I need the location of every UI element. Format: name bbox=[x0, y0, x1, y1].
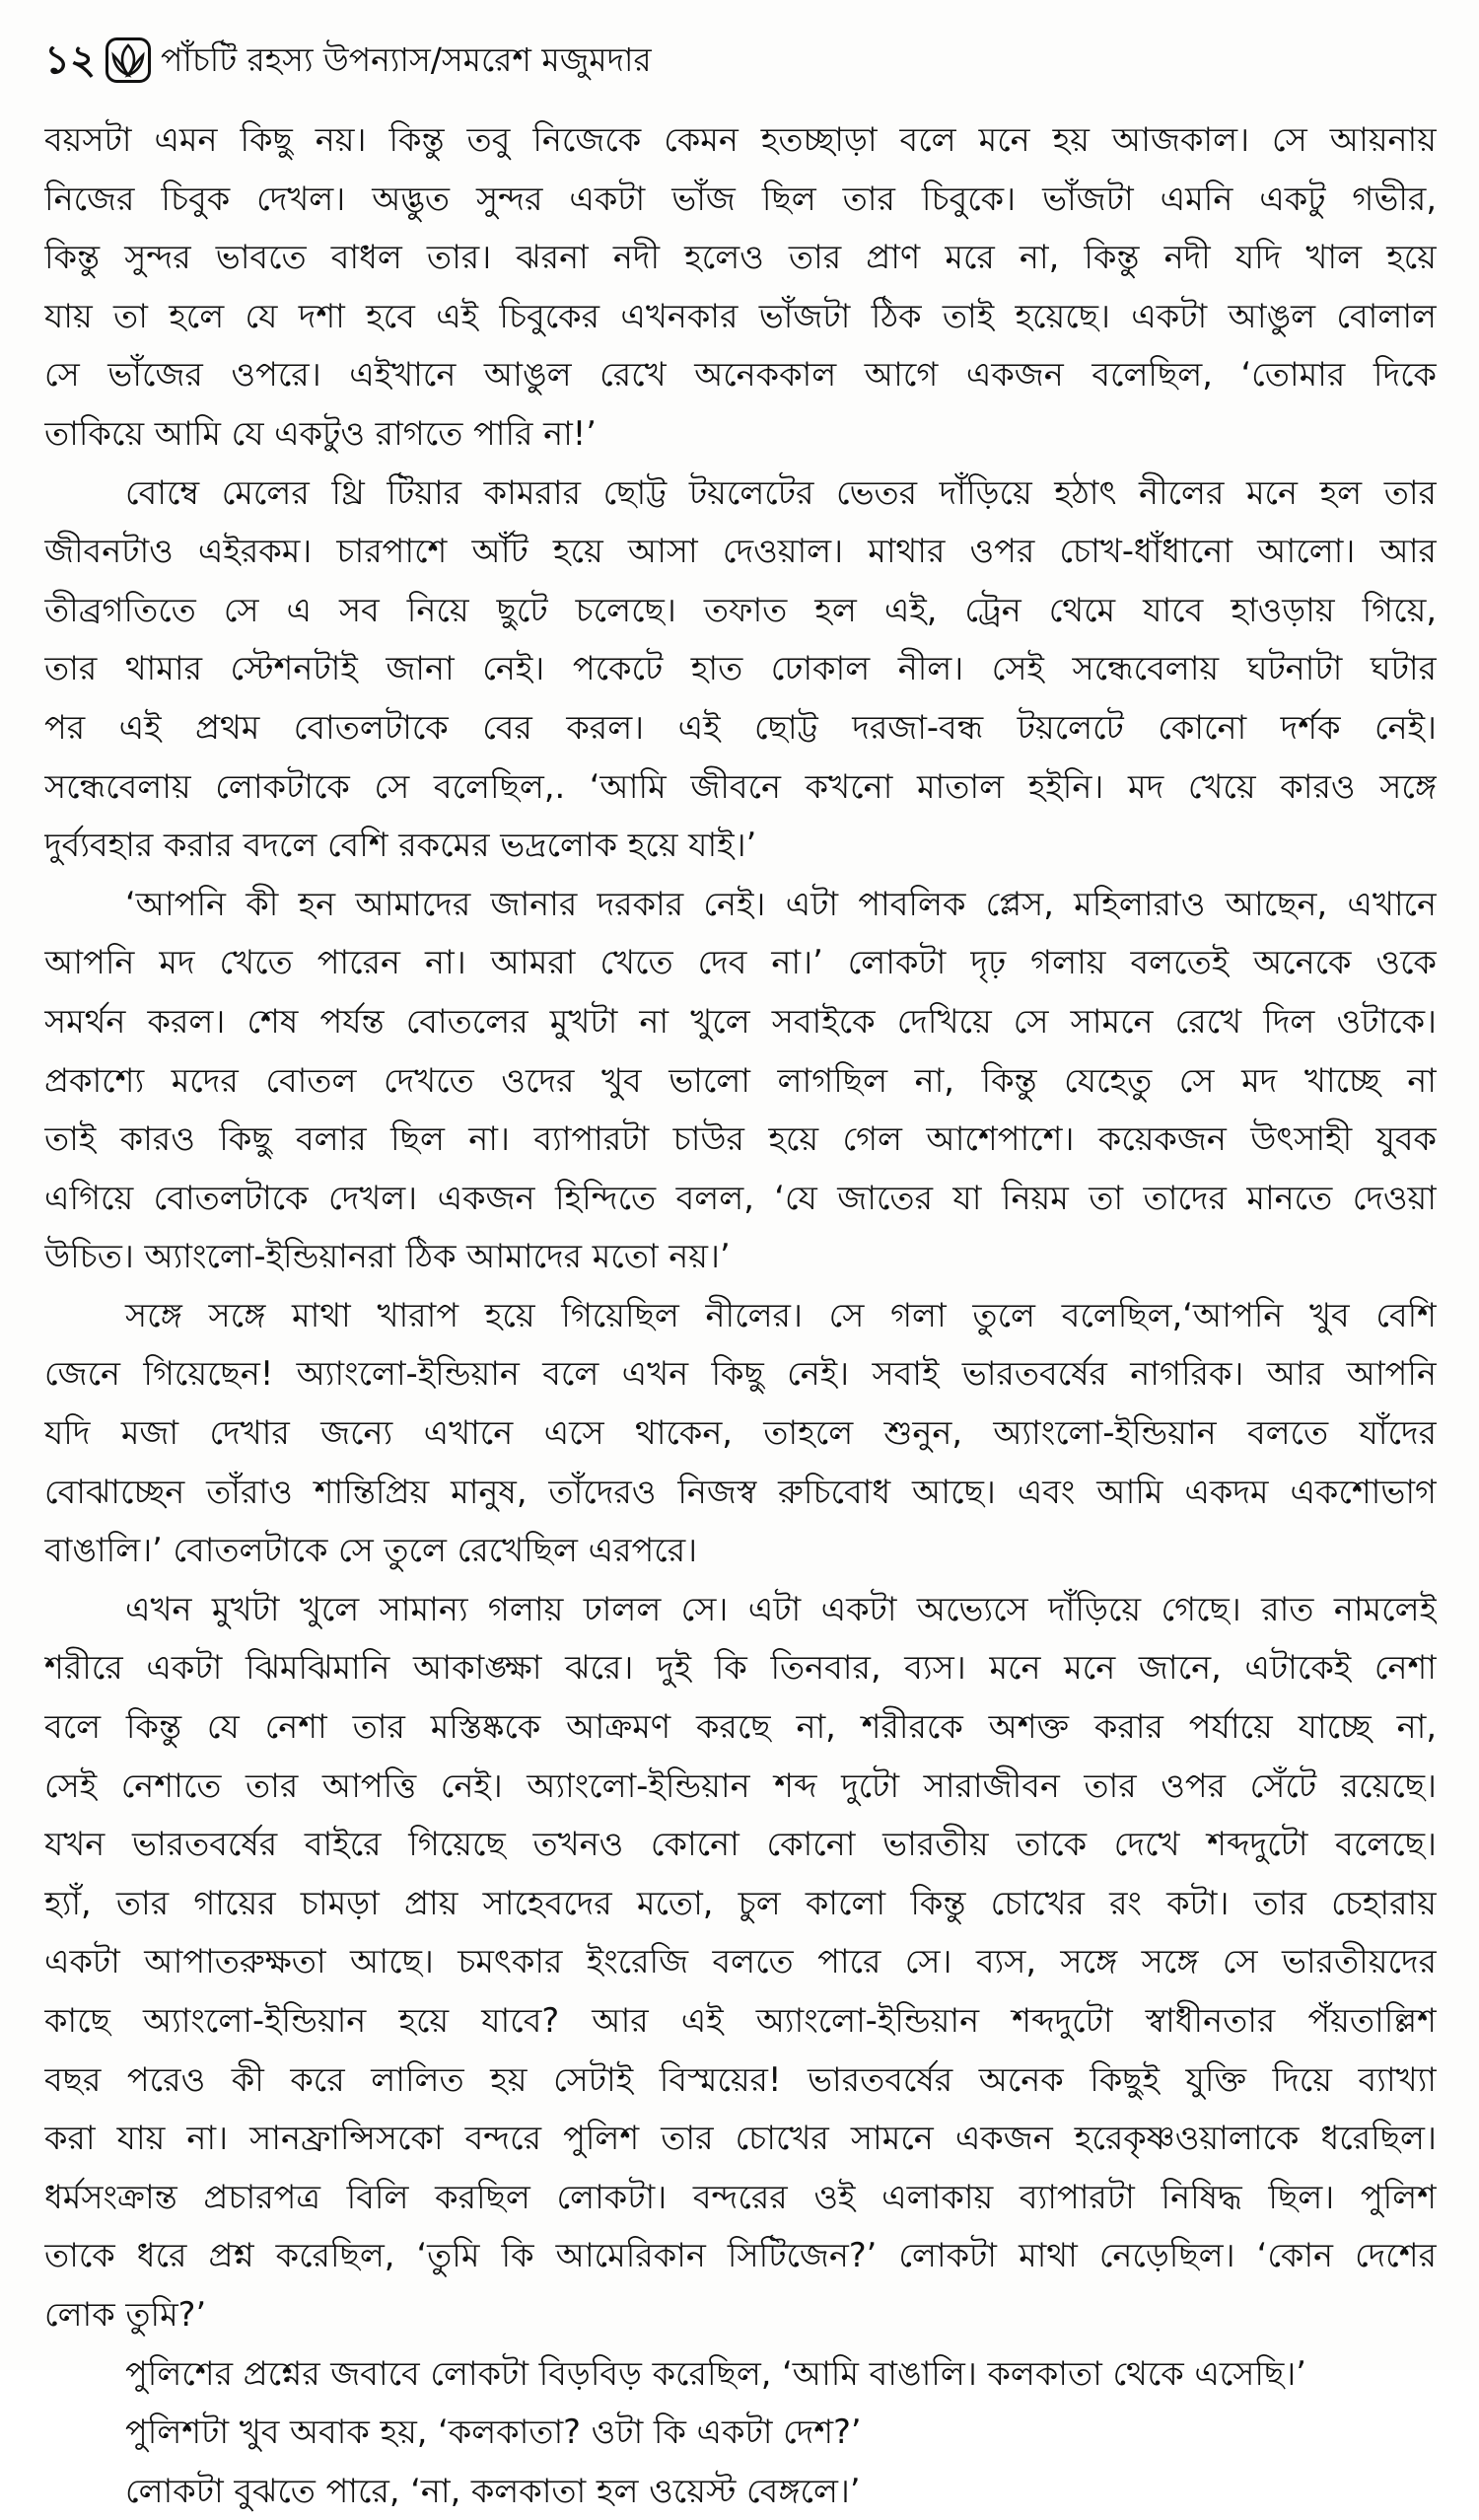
text-line: যখন ভারতবর্ষের বাইরে গিয়েছে তখনও কোনো কোনো ভারতীয় তাকে দেখে শব্দদুটো বলেছে। bbox=[44, 1825, 1437, 1864]
text-line: সন্ধেবেলায় লোকটাকে সে বলেছিল,. ‘আমি জীবনে কখনো মাতাল হইনি। মদ খেয়ে কারও সঙ্গে bbox=[44, 766, 1437, 806]
text-line: বছর পরেও কী করে লালিত হয় সেটাই বিস্ময়ের! ভারতবর্ষের অনেক কিছুই যুক্তি দিয়ে ব্যাখ্যা bbox=[44, 2059, 1437, 2099]
text-line: বলে কিন্তু যে নেশা তার মস্তিষ্ককে আক্রমণ করছে না, শরীরকে অশক্ত করার পর্যায়ে যাচ্ছে না, bbox=[44, 1707, 1437, 1747]
text-line: প্রকাশ্যে মদের বোতল দেখতে ওদের খুব ভালো লাগছিল না, কিন্তু যেহেতু সে মদ খাচ্ছে না bbox=[44, 1060, 1437, 1100]
text-line: বয়সটা এমন কিছু নয়। কিন্তু তবু নিজেকে কেমন হতচ্ছাড়া বলে মনে হয় আজকাল। সে আয়নায় bbox=[44, 120, 1437, 159]
lotus-icon bbox=[106, 37, 151, 83]
text-line: পর এই প্রথম বোতলটাকে বের করল। এই ছোট্ট দরজা-বন্ধ টয়লেটে কোনো দর্শক নেই। bbox=[44, 707, 1437, 747]
text-line: বোঝাচ্ছেন তাঁরাও শান্তিপ্রিয় মানুষ, তাঁদেরও নিজস্ব রুচিবোধ আছে। এবং আমি একদম একশোভাগ bbox=[44, 1472, 1437, 1511]
text-line: সমর্থন করল। শেষ পর্যন্ত বোতলের মুখটা না খুলে সবাইকে দেখিয়ে সে সামনে রেখে দিল ওটাকে। bbox=[44, 1001, 1437, 1041]
text-line: নিজের চিবুক দেখল। অদ্ভুত সুন্দর একটা ভাঁজ ছিল তার চিবুকে। ভাঁজটা এমনি একটু গভীর, bbox=[44, 179, 1437, 218]
text-line: লোকটা বুঝতে পারে, ‘না, কলকাতা হল ওয়েস্ট বেঙ্গলে।’ bbox=[125, 2471, 861, 2510]
lotus-icon-graphic bbox=[106, 37, 151, 83]
text-line: বাঙালি।’ বোতলটাকে সে তুলে রেখেছিল এরপরে। bbox=[44, 1531, 698, 1570]
text-line: সেই নেশাতে তার আপত্তি নেই। অ্যাংলো-ইন্ডিয়ান শব্দ দুটো সারাজীবন তার ওপর সেঁটে রয়েছে। bbox=[44, 1765, 1437, 1805]
text-line: কিন্তু সুন্দর ভাবতে বাধল তার। ঝরনা নদী হলেও তার প্রাণ মরে না, কিন্তু নদী যদি খাল হয়ে bbox=[44, 238, 1437, 277]
text-line: শরীরে একটা ঝিমঝিমানি আকাঙ্ক্ষা ঝরে। দুই কি তিনবার, ব্যস। মনে মনে জানে, এটাকেই নেশা bbox=[44, 1648, 1437, 1688]
text-line: তীব্রগতিতে সে এ সব নিয়ে ছুটে চলেছে। তফাত হল এই, ট্রেন থেমে যাবে হাওড়ায় গিয়ে, bbox=[44, 590, 1437, 629]
running-title: পাঁচটি রহস্য উপন্যাস/সমরেশ মজুমদার bbox=[160, 40, 652, 79]
text-line: একটা আপাতরুক্ষতা আছে। চমৎকার ইংরেজি বলতে পারে সে। ব্যস, সঙ্গে সঙ্গে সে ভারতীয়দের bbox=[44, 1942, 1437, 1981]
text-line: যদি মজা দেখার জন্যে এখানে এসে থাকেন, তাহলে শুনুন, অ্যাংলো-ইন্ডিয়ান বলতে যাঁদের bbox=[44, 1413, 1437, 1453]
text-line: উচিত। অ্যাংলো-ইন্ডিয়ানরা ঠিক আমাদের মতো নয়।’ bbox=[44, 1237, 731, 1276]
text-line: বোম্বে মেলের থ্রি টিয়ার কামরার ছোট্ট টয়লেটের ভেতর দাঁড়িয়ে হঠাৎ নীলের মনে হল তার bbox=[125, 472, 1437, 512]
text-line: সঙ্গে সঙ্গে মাথা খারাপ হয়ে গিয়েছিল নীলের। সে গলা তুলে বলেছিল,‘আপনি খুব বেশি bbox=[125, 1295, 1437, 1334]
text-line: ধর্মসংক্রান্ত প্রচারপত্র বিলি করছিল লোকটা। বন্দরের ওই এলাকায় ব্যাপারটা নিষিদ্ধ ছিল। পুলিশ bbox=[44, 2177, 1437, 2216]
text-line: কাছে অ্যাংলো-ইন্ডিয়ান হয়ে যাবে? আর এই অ্যাংলো-ইন্ডিয়ান শব্দদুটো স্বাধীনতার পঁয়তাল্লিশ bbox=[44, 2001, 1437, 2040]
text-line: তাই কারও কিছু বলার ছিল না। ব্যাপারটা চাউর হয়ে গেল আশেপাশে। কয়েকজন উৎসাহী যুবক bbox=[44, 1119, 1437, 1159]
text-line: তার থামার স্টেশনটাই জানা নেই। পকেটে হাত ঢোকাল নীল। সেই সন্ধেবেলায় ঘটনাটা ঘটার bbox=[44, 649, 1437, 688]
text-line: আপনি মদ খেতে পারেন না। আমরা খেতে দেব না।’ লোকটা দৃঢ় গলায় বলতেই অনেকে ওকে bbox=[44, 943, 1437, 982]
text-line: দুর্ব্যবহার করার বদলে বেশি রকমের ভদ্রলোক হয়ে যাই।’ bbox=[44, 826, 757, 865]
page-number: ১২ bbox=[44, 37, 96, 83]
text-line: পুলিশটা খুব অবাক হয়, ‘কলকাতা? ওটা কি একটা দেশ?’ bbox=[125, 2412, 862, 2452]
page-header bbox=[44, 32, 652, 89]
text-line: করা যায় না। সানফ্রান্সিসকো বন্দরে পুলিশ তার চোখের সামনে একজন হরেকৃষ্ণওয়ালাকে ধরেছিল। bbox=[44, 2119, 1437, 2158]
text-line: জেনে গিয়েছেন! অ্যাংলো-ইন্ডিয়ান বলে এখন কিছু নেই। সবাই ভারতবর্ষের নাগরিক। আর আপনি bbox=[44, 1354, 1437, 1394]
text-line: তাকিয়ে আমি যে একটুও রাগতে পারি না!’ bbox=[44, 413, 597, 453]
text-line: জীবনটাও এইরকম। চারপাশে আঁট হয়ে আসা দেওয়াল। মাথার ওপর চোখ-ধাঁধানো আলো। আর bbox=[44, 532, 1437, 571]
text-line: লোক তুমি?’ bbox=[44, 2294, 207, 2334]
text-line: এগিয়ে বোতলটাকে দেখল। একজন হিন্দিতে বলল, ‘যে জাতের যা নিয়ম তা তাদের মানতে দেওয়া bbox=[44, 1178, 1437, 1217]
text-line: তাকে ধরে প্রশ্ন করেছিল, ‘তুমি কি আমেরিকান সিটিজেন?’ লোকটা মাথা নেড়েছিল। ‘কোন দেশের bbox=[44, 2236, 1437, 2275]
text-line: এখন মুখটা খুলে সামান্য গলায় ঢালল সে। এটা একটা অভ্যেসে দাঁড়িয়ে গেছে। রাত নামলেই bbox=[125, 1589, 1437, 1628]
text-line: ‘আপনি কী হন আমাদের জানার দরকার নেই। এটা পাবলিক প্লেস, মহিলারাও আছেন, এখানে bbox=[125, 884, 1437, 923]
body-text bbox=[44, 110, 1437, 2520]
text-line: হ্যাঁ, তার গায়ের চামড়া প্রায় সাহেবদের মতো, চুল কালো কিন্তু চোখের রং কটা। তার চেহারায় bbox=[44, 1883, 1437, 1922]
text-line: যায় তা হলে যে দশা হবে এই চিবুকের এখনকার ভাঁজটা ঠিক তাই হয়েছে। একটা আঙুল বোলাল bbox=[44, 296, 1437, 335]
text-line: সে ভাঁজের ওপরে। এইখানে আঙুল রেখে অনেককাল আগে একজন বলেছিল, ‘তোমার দিকে bbox=[44, 355, 1437, 395]
text-line: পুলিশের প্রশ্নের জবাবে লোকটা বিড়বিড় করেছিল, ‘আমি বাঙালি। কলকাতা থেকে এসেছি।’ bbox=[125, 2353, 1306, 2393]
